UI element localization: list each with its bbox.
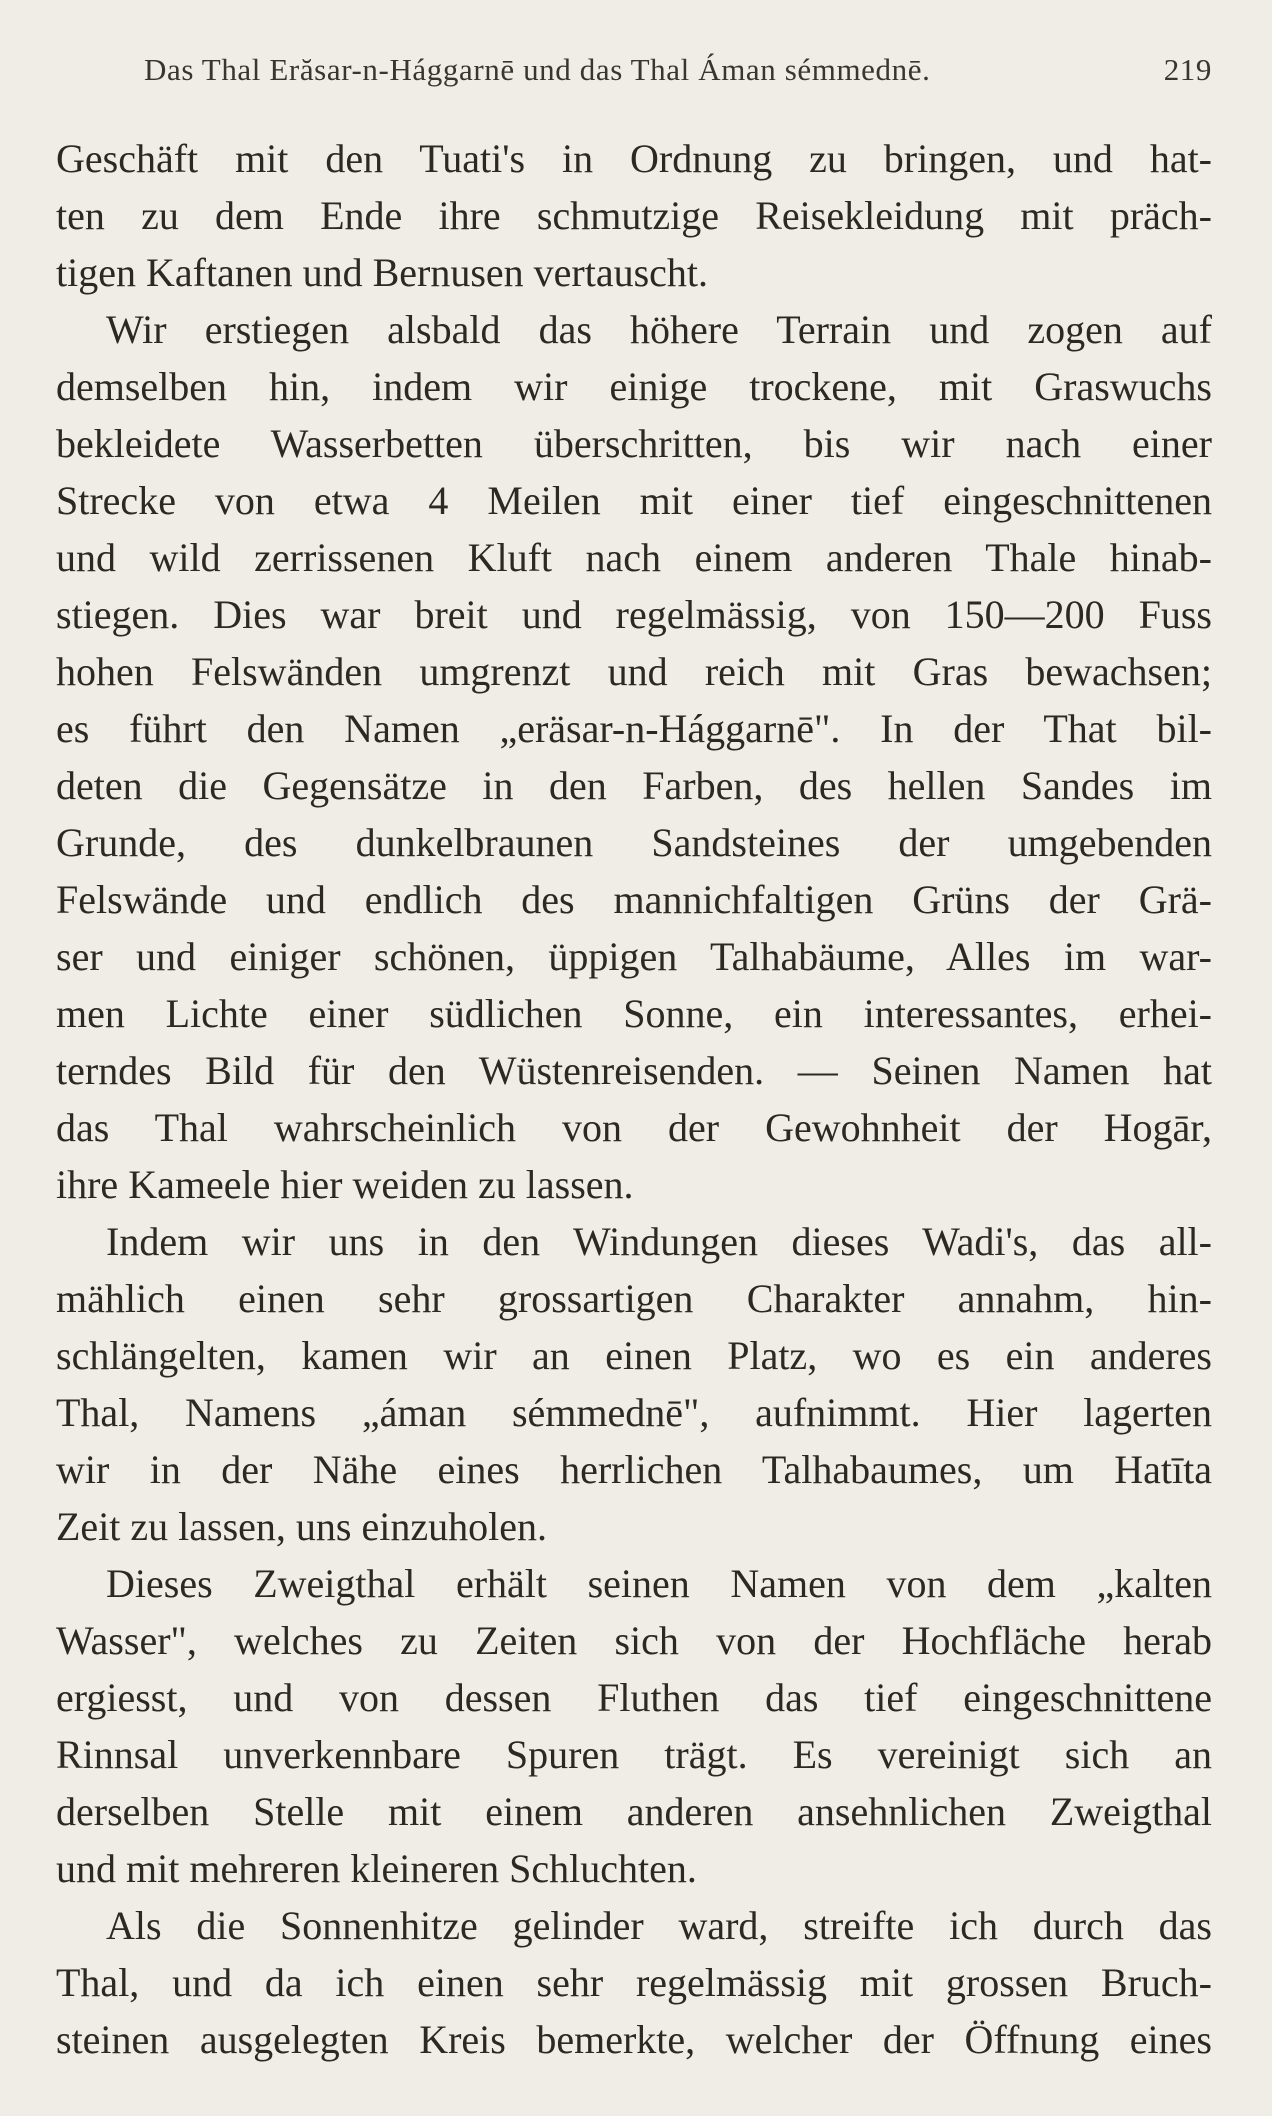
text-line: bekleidete Wasserbetten überschritten, bis wir nach einer: [56, 421, 1212, 466]
running-title: Das Thal Erăsar-n-Hággarnē und das Thal Áman sémmednē.: [144, 52, 931, 87]
page-number: 219: [1163, 52, 1212, 87]
text-line: wir in der Nähe eines herrlichen Talhabaumes, um Hatīta: [56, 1447, 1212, 1492]
text-line: Felswände und endlich des mannichfaltigen Grüns der Grä-: [56, 877, 1212, 922]
paragraph-continuation: [56, 130, 1212, 301]
text-line: derselben Stelle mit einem anderen ansehnlichen Zweigthal: [56, 1789, 1212, 1834]
text-line: Rinnsal unverkennbare Spuren trägt. Es vereinigt sich an: [56, 1732, 1212, 1777]
text-line: terndes Bild für den Wüstenreisenden. — Seinen Namen hat: [56, 1048, 1212, 1093]
text-line: Zeit zu lassen, uns einzuholen.: [56, 1504, 547, 1549]
text-line: es führt den Namen „eräsar-n-Hággarnē". In der That bil-: [56, 706, 1212, 751]
text-line: ten zu dem Ende ihre schmutzige Reisekleidung mit präch-: [56, 193, 1212, 238]
text-line: Indem wir uns in den Windungen dieses Wadi's, das all-: [106, 1219, 1212, 1264]
text-line: men Lichte einer südlichen Sonne, ein interessantes, erhei-: [56, 991, 1212, 1036]
text-line: Thal, Namens „áman sémmednē", aufnimmt. Hier lagerten: [56, 1390, 1212, 1435]
text-line: Wir erstiegen alsbald das höhere Terrain und zogen auf: [106, 307, 1212, 352]
text-line: das Thal wahrscheinlich von der Gewohnheit der Hogār,: [56, 1105, 1212, 1150]
text-line: ergiesst, und von dessen Fluthen das tief eingeschnittene: [56, 1675, 1212, 1720]
text-line: demselben hin, indem wir einige trockene, mit Graswuchs: [56, 364, 1212, 409]
paragraph-zweigthal: [56, 1555, 1212, 1897]
text-line: und wild zerrissenen Kluft nach einem anderen Thale hinab-: [56, 535, 1212, 580]
text-line: Wasser", welches zu Zeiten sich von der Hochfläche herab: [56, 1618, 1212, 1663]
text-line: mählich einen sehr grossartigen Charakter annahm, hin-: [56, 1276, 1212, 1321]
paragraph-sonnenhitze: [56, 1897, 1212, 2068]
text-line: ser und einiger schönen, üppigen Talhabäume, Alles im war-: [56, 934, 1212, 979]
text-line: deten die Gegensätze in den Farben, des hellen Sandes im: [56, 763, 1212, 808]
text-line: Thal, und da ich einen sehr regelmässig mit grossen Bruch-: [56, 1960, 1212, 2005]
paragraph-terrain: [56, 301, 1212, 1213]
text-line: steinen ausgelegten Kreis bemerkte, welcher der Öffnung eines: [56, 2017, 1212, 2062]
text-line: Dieses Zweigthal erhält seinen Namen von dem „kalten: [106, 1561, 1212, 1606]
text-line: Strecke von etwa 4 Meilen mit einer tief eingeschnittenen: [56, 478, 1212, 523]
text-line: ihre Kameele hier weiden zu lassen.: [56, 1162, 634, 1207]
text-line: Geschäft mit den Tuati's in Ordnung zu bringen, und hat-: [56, 136, 1212, 181]
text-line: stiegen. Dies war breit und regelmässig, von 150—200 Fuss: [56, 592, 1212, 637]
paragraph-wadi: [56, 1213, 1212, 1555]
running-head: [144, 52, 1212, 88]
body-text: [56, 130, 1212, 2068]
text-line: hohen Felswänden umgrenzt und reich mit Gras bewachsen;: [56, 649, 1212, 694]
text-line: tigen Kaftanen und Bernusen vertauscht.: [56, 250, 709, 295]
text-line: Als die Sonnenhitze gelinder ward, streifte ich durch das: [106, 1903, 1212, 1948]
text-line: und mit mehreren kleineren Schluchten.: [56, 1846, 697, 1891]
text-line: schlängelten, kamen wir an einen Platz, wo es ein anderes: [56, 1333, 1212, 1378]
text-line: Grunde, des dunkelbraunen Sandsteines der umgebenden: [56, 820, 1212, 865]
